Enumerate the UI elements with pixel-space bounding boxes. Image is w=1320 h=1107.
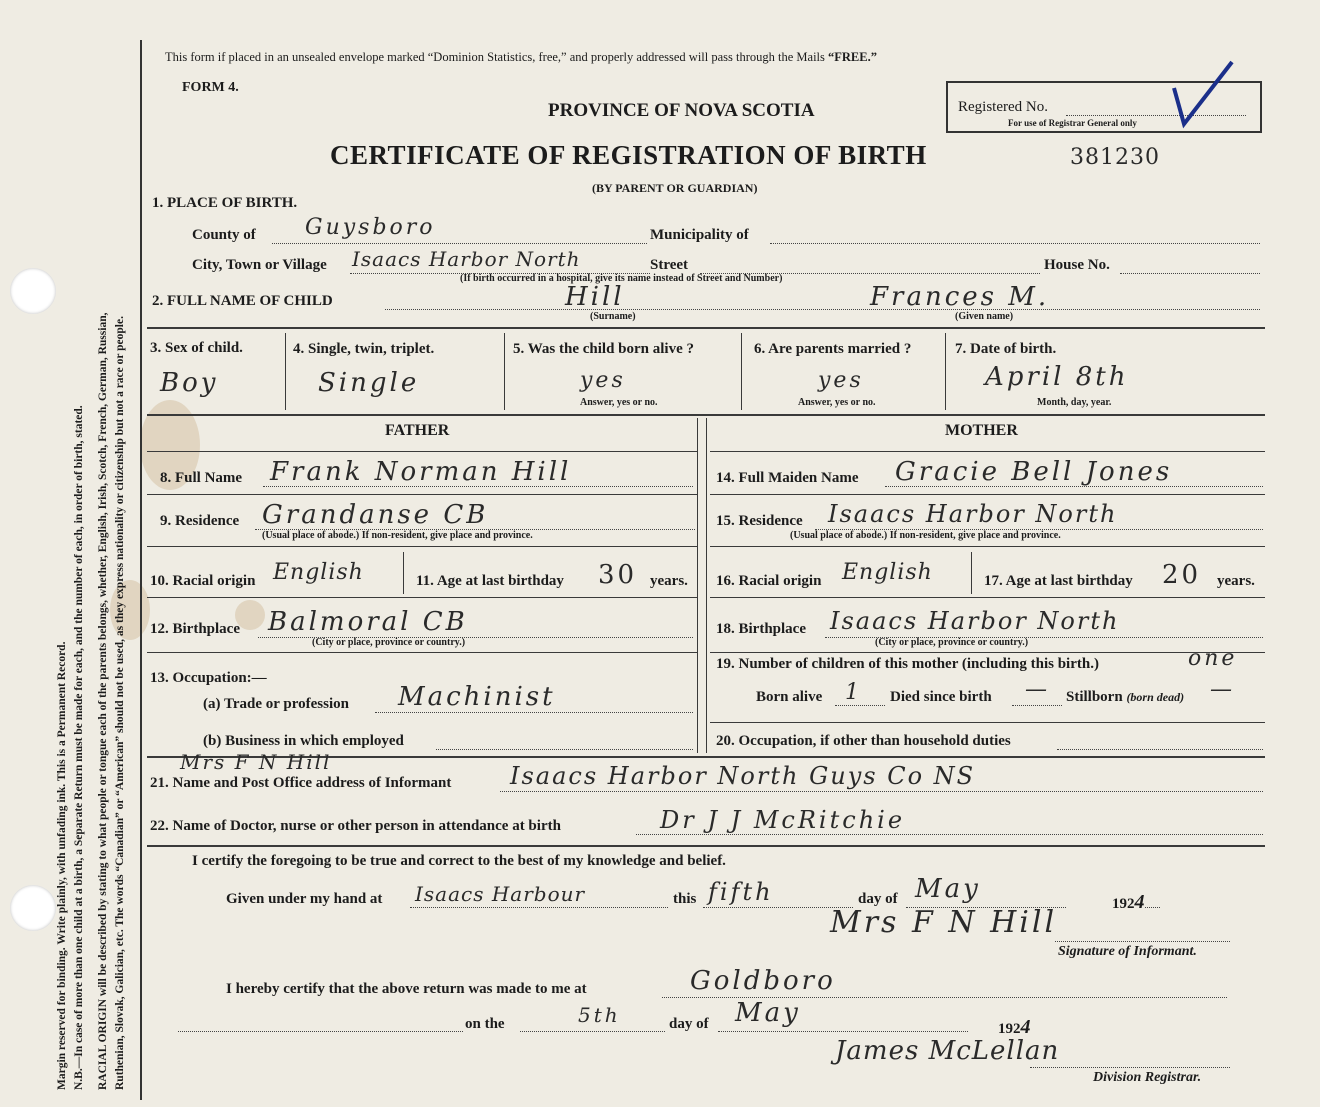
form-number: FORM 4. [182,80,239,95]
division-registrar-label: Division Registrar. [1093,1070,1202,1085]
registrar-use-note: For use of Registrar General only [1008,118,1137,128]
answer-caption: Answer, yes or no. [798,397,876,408]
certificate-subtitle: (BY PARENT OR GUARDIAN) [592,181,758,195]
father-residence-label: 9. Residence [160,513,240,529]
given-month-value: May [915,874,981,904]
father-residence-value: Grandanse CB [262,500,489,530]
punch-hole [10,885,56,931]
father-name-value: Frank Norman Hill [270,457,572,487]
punch-hole [10,268,56,314]
province-heading: PROVINCE OF NOVA SCOTIA [548,100,815,121]
plurality-label: 4. Single, twin, triplet. [293,341,435,357]
date-caption: Month, day, year. [1037,397,1112,408]
father-racial-value: English [273,560,364,585]
house-number-label: House No. [1044,257,1110,273]
business-label: (b) Business in which employed [203,733,404,749]
died-since-birth-label: Died since birth [890,689,992,705]
informant-name-value: Mrs F N Hill [180,750,332,774]
certificate-number: 381230 [1070,145,1160,170]
given-year: 1924 [1112,891,1145,913]
father-residence-caption: (Usual place of abode.) If non-resident, give place and province. [262,530,533,541]
city-label: City, Town or Village [192,257,327,273]
child-name-label: 2. FULL NAME OF CHILD [152,293,333,309]
father-racial-label: 10. Racial origin [150,573,256,589]
sex-value: Boy [160,368,219,398]
child-surname: Hill [565,282,625,312]
mother-name-label: 14. Full Maiden Name [716,470,859,486]
stillborn-label: Stillborn (born dead) [1066,689,1185,705]
trade-value: Machinist [398,682,556,712]
municipality-label: Municipality of [650,227,749,243]
mother-age-label: 17. Age at last birthday [984,573,1133,589]
father-years: years. [650,573,688,589]
parents-married-answer: yes [818,368,864,393]
father-occupation-label: 13. Occupation:— [150,670,267,686]
given-day-value: fifth [708,878,774,906]
registered-label: Registered No. [958,99,1048,115]
county-label: County of [192,227,256,243]
informant-address-value: Isaacs Harbor North Guys Co NS [510,762,976,790]
mail-notice: This form if placed in an unsealed envelope marked “Dominion Statistics, free,” and properly addressed will pass through the Mails “FREE.” [165,50,877,64]
binding-margin-line [140,40,142,1100]
born-alive-value: 1 [845,680,862,705]
given-caption: (Given name) [955,311,1014,322]
date-of-birth-label: 7. Date of birth. [955,341,1057,357]
born-alive-question: 5. Was the child born alive ? [513,341,694,357]
father-name-label: 8. Full Name [160,470,243,486]
mother-residence-value: Isaacs Harbor North [828,500,1118,528]
father-birthplace-caption: (City or place, province or country.) [312,637,466,648]
children-count-value: one [1188,646,1238,671]
informant-signature: Mrs F N Hill [830,905,1058,940]
registrar-place-value: Goldboro [690,966,836,996]
mother-residence-label: 15. Residence [716,513,803,529]
father-age-value: 30 [598,560,638,590]
stillborn-value: — [1210,677,1235,702]
plurality-value: Single [318,368,420,398]
registrar-year: 1924 [998,1016,1031,1038]
given-under-hand-label: Given under my hand at [226,891,383,907]
answer-caption: Answer, yes or no. [580,397,658,408]
side-note-2: N.B.—In case of more than one child at a birth, a Separate Return must be made for each, and the number of each, in order of birth, stated. [73,405,85,1090]
died-since-birth-value: — [1025,677,1050,702]
mother-birthplace-label: 18. Birthplace [716,621,806,637]
father-age-label: 11. Age at last birthday [416,573,564,589]
sex-label: 3. Sex of child. [150,340,243,356]
mother-name-value: Gracie Bell Jones [895,457,1173,487]
registrar-day-value: 5th [578,1003,621,1027]
date-of-birth-value: April 8th [985,362,1129,392]
mother-age-value: 20 [1162,560,1202,590]
side-note-1: Margin reserved for binding. Write plainly, with unfading ink. This is a Permanent Record. [56,641,68,1090]
parents-married-question: 6. Are parents married ? [754,341,912,357]
informant-label: 21. Name and Post Office address of Informant [150,775,452,791]
doctor-value: Dr J J McRitchie [660,806,906,834]
mother-heading: MOTHER [945,422,1018,439]
mother-residence-caption: (Usual place of abode.) If non-resident, give place and province. [790,530,1061,541]
signature-of-informant-label: Signature of Informant. [1058,944,1197,959]
doctor-label: 22. Name of Doctor, nurse or other person in attendance at birth [150,818,561,834]
registrar-statement: I hereby certify that the above return was made to me at [226,981,587,997]
mother-birthplace-value: Isaacs Harbor North [830,607,1120,635]
certify-statement: I certify the foregoing to be true and correct to the best of my knowledge and belief. [192,853,726,869]
this-label: this [673,891,697,907]
side-note-4: Ruthenian, Slovak, Galician, etc. The words “Canadian” or “American” should not be used, as they express nationality or citizenship but not a race or people. [114,316,126,1090]
trade-label: (a) Trade or profession [203,696,349,712]
mother-racial-value: English [842,560,933,585]
registrar-day-of-label: day of [669,1016,709,1032]
children-count-label: 19. Number of children of this mother (including this birth.) [716,656,1099,672]
born-alive-label: Born alive [756,689,823,705]
day-of-label: day of [858,891,898,907]
child-given-name: Frances M. [870,282,1050,312]
mother-racial-label: 16. Racial origin [716,573,822,589]
father-heading: FATHER [385,422,450,439]
side-note-3: RACIAL ORIGIN will be described by stating to what people or tongue each of the parents belongs, whether, English, Irish, Scotch, French, German, Russian, [97,312,109,1090]
place-of-birth-label: 1. PLACE OF BIRTH. [152,195,298,211]
on-the-label: on the [465,1016,505,1032]
mother-birthplace-caption: (City or place, province or country.) [875,637,1029,648]
mother-years: years. [1217,573,1255,589]
born-alive-answer: yes [580,368,626,393]
given-place-value: Isaacs Harbour [415,882,586,906]
surname-caption: (Surname) [590,311,636,322]
registrar-month-value: May [735,998,801,1028]
certificate-title: CERTIFICATE OF REGISTRATION OF BIRTH [330,140,927,170]
hospital-note: (If birth occurred in a hospital, give its name instead of Street and Number) [460,273,783,284]
father-birthplace-value: Balmoral CB [268,607,468,637]
mother-occupation-label: 20. Occupation, if other than household duties [716,733,1011,749]
city-value: Isaacs Harbor North [352,247,581,271]
county-value: Guysboro [305,215,436,240]
check-mark-icon [1170,58,1240,138]
street-label: Street [650,257,689,273]
registrar-signature: James McLellan [835,1036,1060,1066]
father-birthplace-label: 12. Birthplace [150,621,240,637]
